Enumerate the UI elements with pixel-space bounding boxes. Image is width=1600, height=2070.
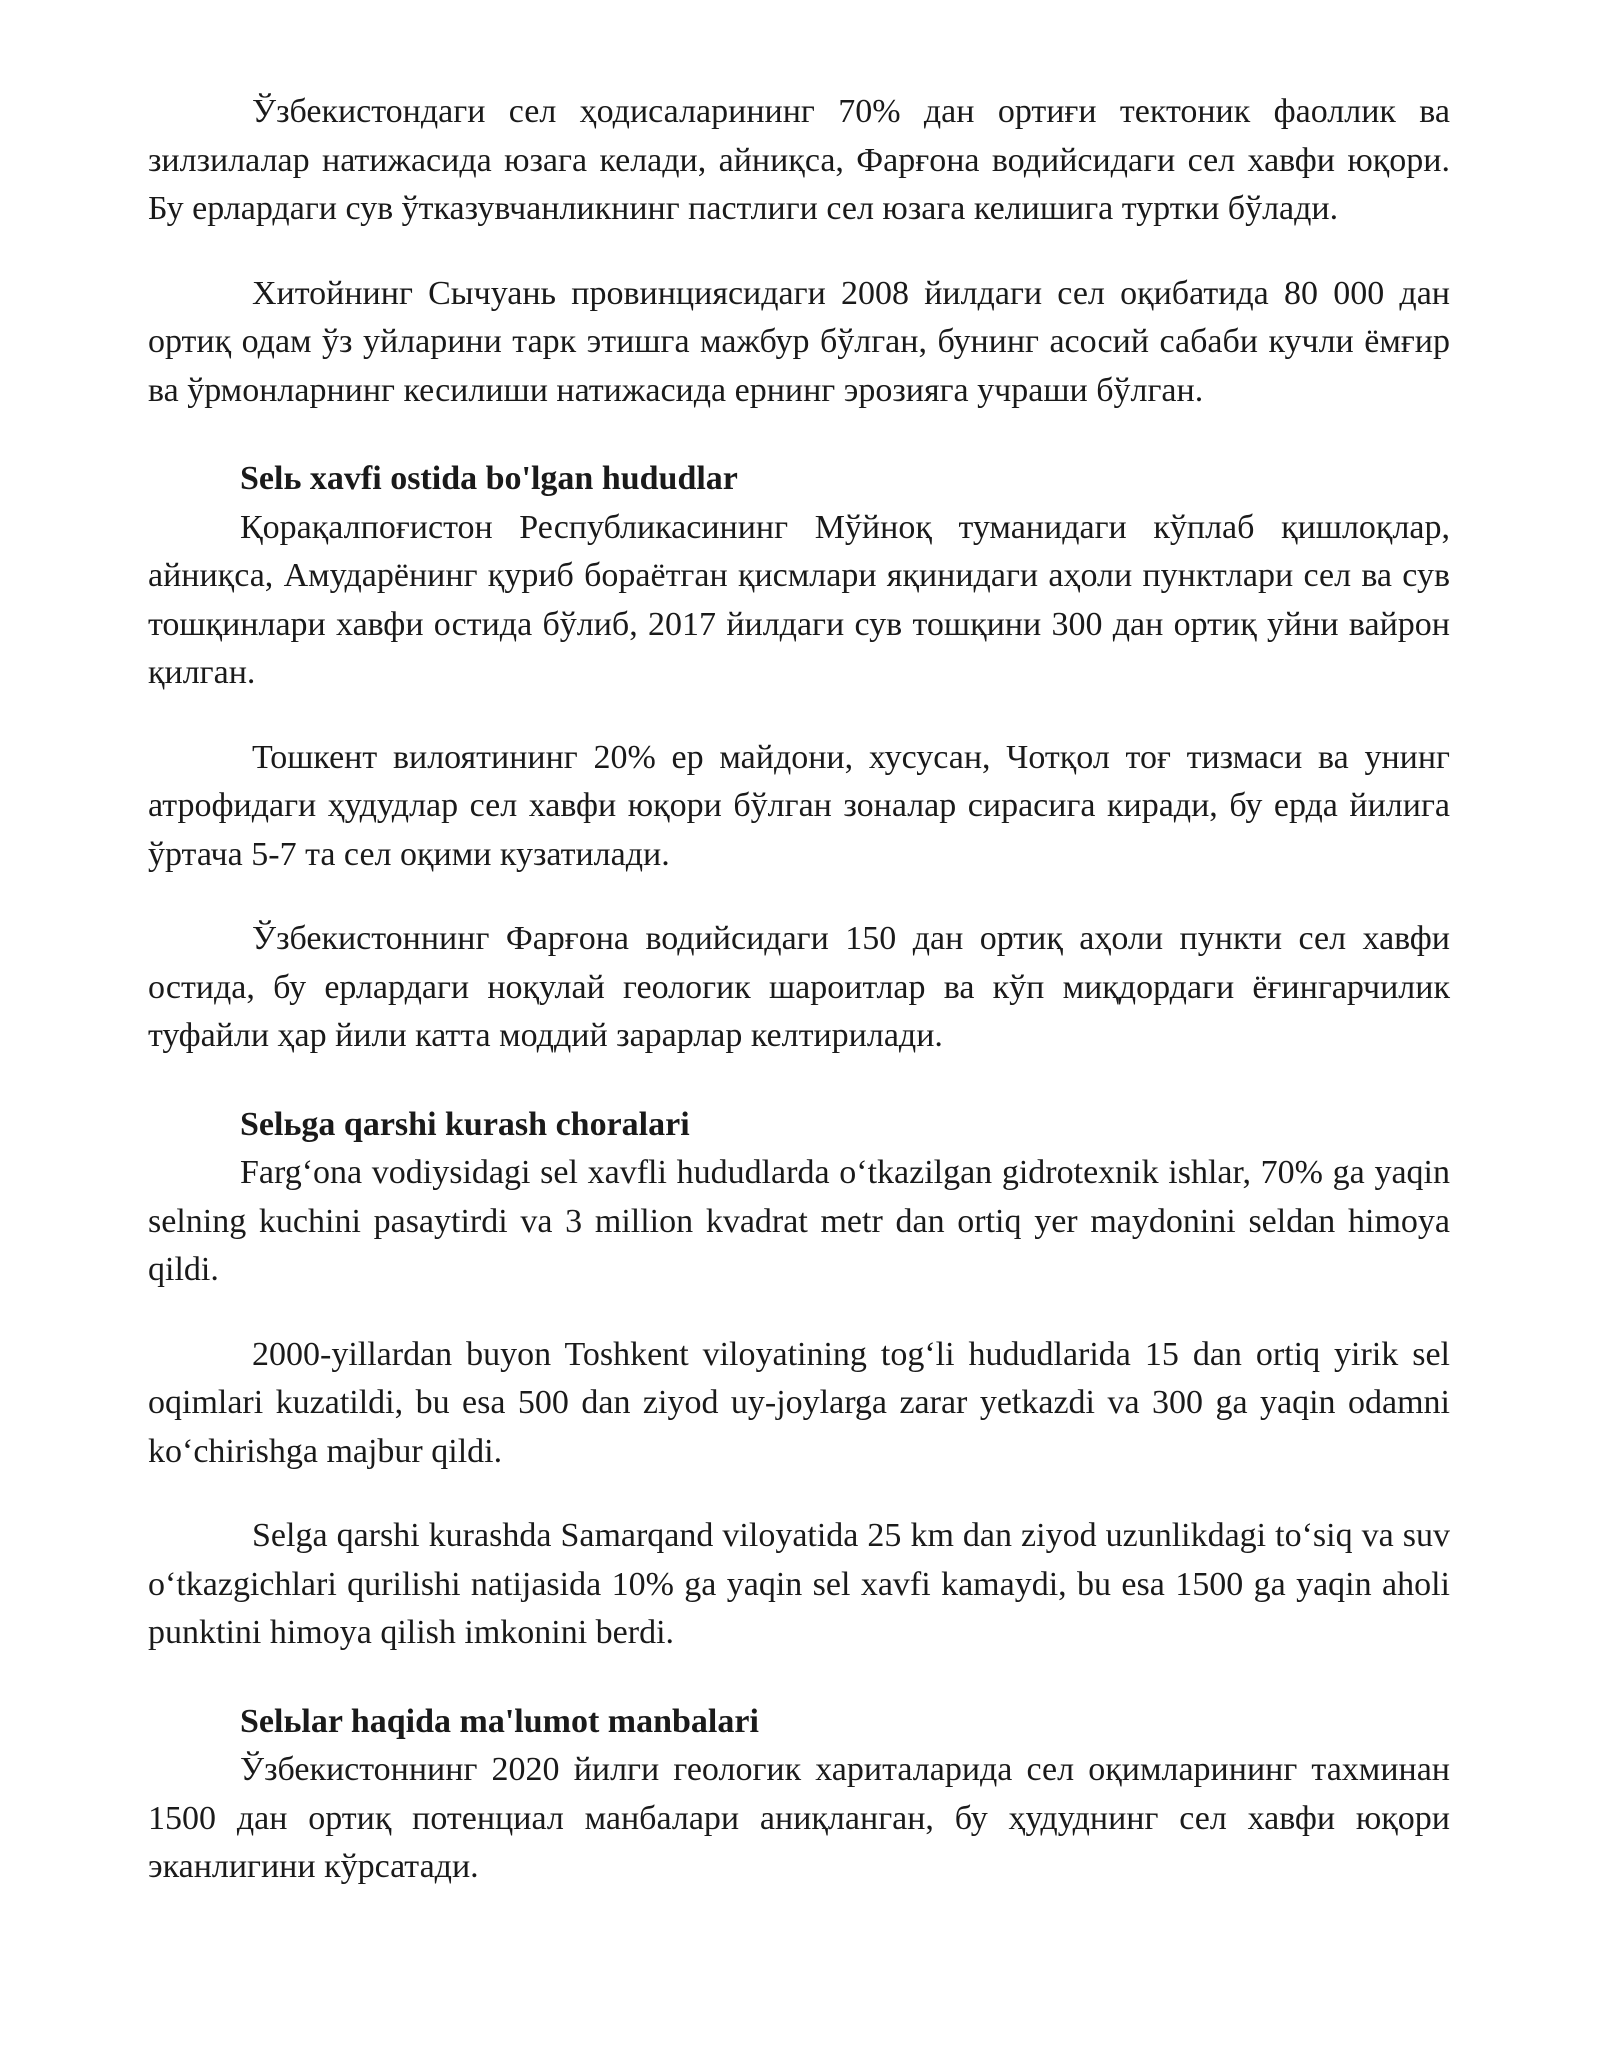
- section-heading-countermeasures: Selьga qarshi kurash choralari: [240, 1105, 690, 1143]
- paragraph: 2000-yillardan buyon Toshkent viloyatining tog‘li hududlarida 15 dan ortiq yirik sel oqimlari kuzatildi, bu esa 500 dan ziyod uy-joylarga zarar yetkazdi va 300 ga yaqin odamni ko‘chirishga majbur qildi.: [148, 1335, 1450, 1470]
- document-page: [148, 88, 1450, 1892]
- paragraph: Ўзбекистоннинг Фарғона водийсидаги 150 дан ортиқ аҳоли пункти сел хавфи остида, бу ерлардаги ноқулай геологик шароитлар ва кўп миқдордаги ёғингарчилик туфайли ҳар йили катта моддий зарарлар келтирилади.: [148, 920, 1450, 1054]
- paragraph: Selga qarshi kurashda Samarqand viloyatida 25 km dan ziyod uzunlikdagi to‘siq va suv o‘tkazgichlari qurilishi natijasida 10% ga yaqin sel xavfi kamaydi, bu esa 1500 ga yaqin aholi punktini himoya qilish imkonini berdi.: [148, 1517, 1450, 1651]
- paragraph: Хитойнинг Сычуань провинциясидаги 2008 йилдаги сел оқибатида 80 000 дан ортиқ одам ўз уйларини тарк этишга мажбур бўлган, бунинг асосий сабаби кучли ёмғир ва ўрмонларнинг кесилиши натижасида ернинг эрозияга учраши бўлган.: [148, 274, 1450, 409]
- paragraph: Тошкент вилоятининг 20% ер майдони, хусусан, Чотқол тоғ тизмаси ва унинг атрофидаги ҳудудлар сел хавфи юқори бўлган зоналар сирасига киради, бу ерда йилига ўртача 5-7 та сел оқими кузатилади.: [148, 738, 1450, 873]
- paragraph: Қорақалпоғистон Республикасининг Мўйноқ туманидаги кўплаб қишлоқлар, айниқса, Амударёнинг қуриб бораётган қисмлари яқинидаги аҳоли пунктлари сел ва сув тошқинлари хавфи остида бўлиб, 2017 йилдаги сув тошқини 300 дан ортиқ уйни вайрон қилган.: [148, 508, 1450, 691]
- paragraph: Ўзбекистоннинг 2020 йилги геологик хариталарида сел оқимларининг тахминан 1500 дан ортиқ потенциал манбалари аниқланган, бу ҳудуднинг сел хавфи юқори эканлигини кўрсатади.: [148, 1751, 1450, 1885]
- section-heading-risk-areas: Selь xavfi ostida bo'lgan hududlar: [240, 460, 738, 497]
- section-heading-info-sources: Selьlar haqida ma'lumot manbalari: [240, 1702, 759, 1740]
- paragraph: Farg‘ona vodiysidagi sel xavfli hududlarda o‘tkazilgan gidrotexnik ishlar, 70% ga yaqin selning kuchini pasaytirdi va 3 million kvadrat metr dan ortiq yer maydonini seldan himoya qildi.: [148, 1154, 1450, 1288]
- paragraph: Ўзбекистондаги сел ҳодисаларининг 70% дан ортиғи тектоник фаоллик ва зилзилалар натижасида юзага келади, айниқса, Фарғона водийсидаги сел хавфи юқори. Бу ерлардаги сув ўтказувчанликнинг пастлиги сел юзага келишига туртки бўлади.: [148, 93, 1450, 227]
